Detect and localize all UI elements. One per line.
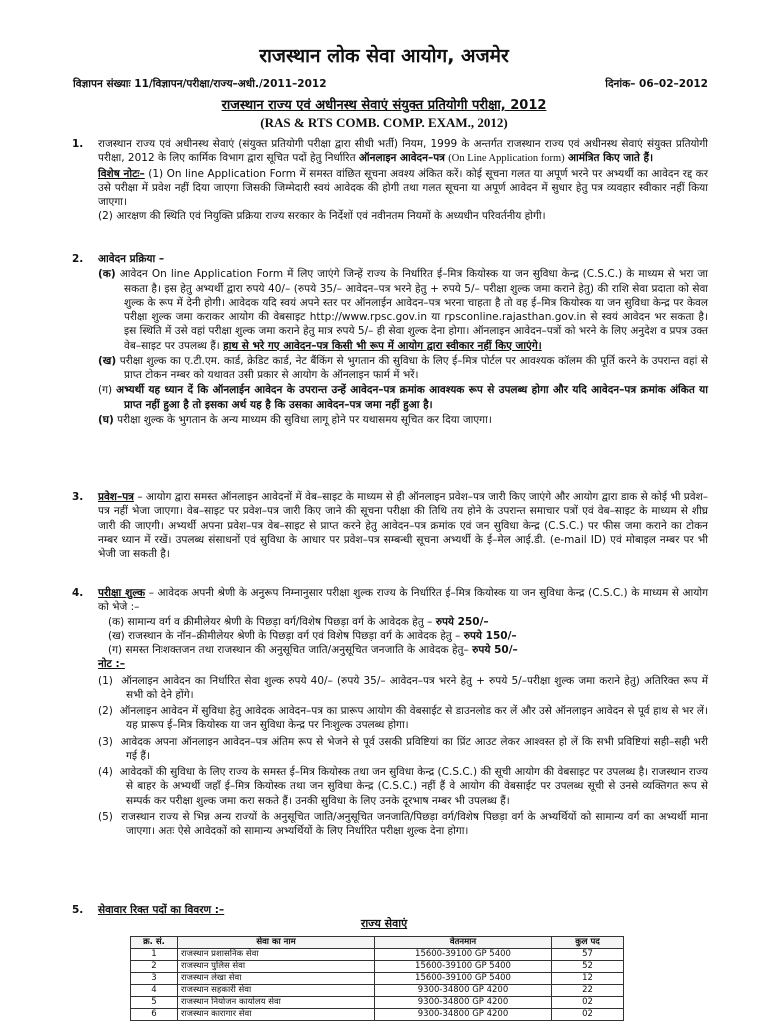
special-note: विशेष नोटः– (1) On line Application Form में समस्त वांछित सूचना अवश्य अंकित करें। कोई सूचना गलत या अपूर्ण भरने पर अभ्यर्थी का आवेदन रद्द कर उसे परीक्षा में प्रवेश नहीं दिया जाएगा जिसकी जिम्मेदारी स्वयं आवेदक की होगी तथा गलत सूचना या अपूर्ण आवेदन में सुधार हेतु पत्र व्यवहार स्वीकार नहीं किया जाएगा। (98, 167, 708, 209)
table-row: 3 राजस्थान लेखा सेवा 15600-39100 GP 5400 12 (131, 973, 624, 985)
column-header: सेवा का नाम (178, 937, 375, 949)
note-heading: नोट :– (98, 658, 125, 671)
section-number: 3. (72, 491, 84, 503)
section-3-text: – आयोग द्वारा समस्त ऑनलाइन आवेदनों में वेब–साइट के माध्यम से ही ऑनलाइन प्रवेश–पत्र जारी किए जाएंगे और आयोग द्वारा डाक से कोई भी प्रवेश–पत्र नहीं भेजा जाएगा। वेब–साइट पर प्रवेश–पत्र जारी किए जाने की सूचना परीक्षा की तिथि तय होने के उपरान्त समाचार पत्रों एवं वेब–साइट के माध्यम से शीघ्र जारी की जाएगी। अभ्यर्थी अपना प्रवेश–पत्र वेब–साइट से प्राप्त करने हेतु आवेदन–पत्र क्रमांक एवं जन सुविधा केन्द्र (C.S.C.) पर फीस जमा कराने का टोकन नम्बर ध्यान में रखें। उपलब्ध संसाधनों एवं सुविधा के आधार पर प्रवेश–पत्र सम्बन्धी सूचना अभ्यर्थी के ई–मेल आई.डी. (e-mail ID) एवं मोबाइल नम्बर पर भी भेजी जा सकती है। (98, 491, 708, 561)
section-2 (72, 252, 708, 428)
section-3 (72, 490, 708, 561)
page-title: राजस्थान लोक सेवा आयोग, अजमेर (259, 45, 509, 67)
vacancy-table (130, 936, 624, 1021)
exam-title-en: (RAS & RTS COMB. COMP. EXAM., 2012) (260, 115, 508, 130)
special-note-2: (2) आरक्षण की स्थिति एवं नियुक्ति प्रक्रिया राज्य सरकार के निर्देशों एवं नवीनतम नियमों के अध्यधीन परिवर्तनीय होगी। (98, 210, 546, 223)
note-list (72, 674, 708, 839)
section-number: 1. (72, 138, 84, 150)
subsection-b: (ख) परीक्षा शुल्क का ए.टी.एम. कार्ड, क्रेडिट कार्ड, नेट बैंकिंग से भुगतान की सुविधा के लिए ई–मित्र पोर्टल पर आवश्यक कॉलम की पूर्ति करने के उपरान्त वहां से प्राप्त टोकन नम्बर को यथावत उसी प्रकार से आयोग के ऑनलाइन फार्म में भरें। (98, 354, 708, 382)
fee-item: (ख) राजस्थान के नॉन–क्रीमीलेयर श्रेणी के पिछड़ा वर्ग एवं विशेष पिछड़ा वर्ग के आवेदक हेतु – रुपये 150/– (108, 629, 517, 642)
ad-meta (73, 77, 708, 91)
table-row: 4 राजस्थान सहकारी सेवा 9300-34800 GP 4200 22 (131, 985, 624, 997)
ad-number: विज्ञापन संख्याः 11/विज्ञापन/परीक्षा/राज्य–अधी./2011–2012 (73, 78, 327, 90)
column-header: कुल पद (552, 937, 624, 949)
section-number: 5. (72, 904, 84, 916)
section-number: 4. (72, 587, 84, 599)
fee-item: (क) सामान्य वर्ग व क्रीमीलेयर श्रेणी के पिछड़ा वर्ग/विशेष पिछड़ा वर्ग के आवेदक हेतु – रुपये 250/– (108, 615, 489, 628)
section-heading: आवेदन प्रक्रिया – (98, 253, 165, 265)
table-header-row (131, 937, 624, 949)
section-5 (72, 903, 708, 917)
subsection-c: (ग) अभ्यर्थी यह ध्यान दें कि ऑनलाईन आवेदन के उपरान्त उन्हें आवेदन–पत्र क्रमांक आवश्यक रूप से उपलब्ध होगा और यदि आवेदन–पत्र क्रमांक अंकित या प्राप्त नहीं हुआ है तो इसका अर्थ यह है कि उसका आवेदन–पत्र जमा नहीं हुआ है। (98, 384, 708, 411)
fee-item: (ग) समस्त निःशक्तजन तथा राजस्थान की अनुसूचित जाति/अनुसूचित जनजाति के आवेदक हेतु– रुपये 50/– (108, 644, 518, 657)
note-item: (4) आवेदकों की सुविधा के लिए राज्य के समस्त ई–मित्र कियोस्क तथा जन सुविधा केन्द्र (C.S.C.) की सूची आयोग की वेबसाइट पर उपलब्ध है। राजस्थान राज्य से बाहर के अभ्यर्थी जहाँ ई–मित्र कियोस्क तथा जन सुविधा केन्द्र (C.S.C.) नहीं हैं वे आयोग की वेबसाईट पर उपलब्ध सूची से उनसे व्यक्तिगत रूप से सम्पर्क कर परीक्षा शुल्क जमा करा सकते हैं। उनकी सुविधा के लिए उनके दूरभाष नम्बर भी उपलब्ध हैं। (98, 766, 708, 807)
table-row: 6 राजस्थान कारागार सेवा 9300-34800 GP 4200 02 (131, 1009, 624, 1021)
column-header: वेतनमान (375, 937, 552, 949)
subsection-a: (क) आवेदन On line Application Form में लिए जाएंगे जिन्हें राज्य के निर्धारित ई–मित्र कियोस्क या जन सुविधा केन्द्र (C.S.C.) के माध्यम से भरा जा सकता है। इस हेतु अभ्यर्थी द्वारा रुपये 40/– (रुपये 35/– आवेदन–पत्र भरने हेतु + रुपये 5/– परीक्षा शुल्क जमा कराने हेतु) की राशि सेवा प्रदाता को सेवा शुल्क के रूप में देनी होगी। आवेदक यदि स्वयं अपने स्तर पर ऑनलाईन आवेदन–पत्र भरना चाहता है तो वह ई–मित्र कियोस्क या जन सुविधा केन्द्र पर केवल परीक्षा शुल्क जमा कराकर आयोग की वेबसाइट http://www.rpsc.gov.in या rpsconline.rajasthan.gov.in से स्वयं आवेदन भर सकता है। इस स्थिति में उसे वहां परीक्षा शुल्क जमा कराने हेतु मात्र रुपये 5/– ही सेवा शुल्क देना होगा। ऑनलाइन आवेदन–पत्रों को भरने के लिए अनुदेश व प्रपत्र उक्त वेब–साइट पर उपलब्ध हैं। हाथ से भरे गए आवेदन–पत्र किसी भी रूप में आयोग द्वारा स्वीकार नहीं किए जाएंगे। (98, 268, 708, 352)
column-header: क्र. सं. (131, 937, 178, 949)
table-row: 2 राजस्थान पुलिस सेवा 15600-39100 GP 5400 52 (131, 961, 624, 973)
fee-list (108, 615, 708, 658)
section-4-text: – आवेदक अपनी श्रेणी के अनुरूप निम्नानुसार परीक्षा शुल्क राज्य के निर्धारित ई–मित्र कियोस्क या जन सुविधा केन्द्र (C.S.C.) के माध्यम से आयोग को भेजे :– (98, 587, 708, 614)
note-item: (5) राजस्थान राज्य से भिन्न अन्य राज्यों के अनुसूचित जाति/अनुसूचित जनजाति/पिछड़ा वर्ग/विशेष पिछड़ा वर्ग के अभ्यर्थियों को सामान्य वर्ग का अभ्यर्थी माना जाएगा। अतः ऐसे आवेदकों को सामान्य अभ्यर्थियों के लिए निर्धारित परीक्षा शुल्क देना होगा। (98, 810, 708, 838)
section-heading: प्रवेश–पत्र (98, 491, 134, 503)
exam-title: राजस्थान राज्य एवं अधीनस्थ सेवाएं संयुक्त प्रतियोगी परीक्षा, 2012 (221, 98, 547, 113)
section-1 (72, 137, 708, 224)
subsection-d: (घ) परीक्षा शुल्क के भुगतान के अन्य माध्यम की सुविधा लागू होने पर यथासमय सूचित कर दिया जाएगा। (98, 413, 492, 426)
section-4 (72, 586, 708, 841)
section-1-paragraph: राजस्थान राज्य एवं अधीनस्थ सेवाएं (संयुक्त प्रतियोगी परीक्षा द्वारा सीधी भर्ती) नियम, 1999 के अन्तर्गत राजस्थान राज्य एवं अधीनस्थ सेवाएं संयुक्त प्रतियोगी परीक्षा, 2012 के लिए कार्मिक विभाग द्वारा सूचित पदों हेतु निर्धारित ऑनलाइन आवेदन–पत्र (On Line Application form) आमंत्रित किए जाते हैं। (98, 138, 708, 165)
section-number: 2. (72, 253, 84, 265)
table-row: 5 राजस्थान नियोजन कार्यालय सेवा 9300-34800 GP 4200 02 (131, 997, 624, 1009)
table-caption: राज्य सेवाएं (360, 917, 408, 930)
note-item: (3) आवेदक अपना ऑनलाइन आवेदन–पत्र अंतिम रूप से भेजने से पूर्व उसकी प्रविष्टियां का प्रिंट आउट लेकर आश्वस्त हो लें कि सभी प्रविष्टियां सही–सही भरी गई हैं। (98, 735, 708, 762)
table-row: 1 राजस्थान प्रशासनिक सेवा 15600-39100 GP 5400 57 (131, 949, 624, 961)
section-heading: सेवावार रिक्त पदों का विवरण :– (98, 904, 225, 916)
note-item: (1) ऑनलाइन आवेदन का निर्धारित सेवा शुल्क रुपये 40/– (रुपये 35/– आवेदन–पत्र भरने हेतु + रुपये 5/–परीक्षा शुल्क जमा कराने हेतु) अतिरिक्त रूप में सभी को देने होंगे। (98, 674, 708, 701)
section-heading: परीक्षा शुल्क (98, 587, 146, 599)
note-item: (2) ऑनलाइन आवेदन में सुविधा हेतु आवेदक आवेदन–पत्र का प्रारूप आयोग की वेबसाईट से डाउनलोड कर लें और उसे ऑनलाइन आवेदन से पूर्व हाथ से भर लें। यह प्रारूप ई–मित्र कियोस्क या जन सुविधा केन्द्र पर निःशुल्क उपलब्ध होगा। (98, 705, 708, 732)
ad-date: दिनांक– 06–02–2012 (605, 78, 708, 90)
